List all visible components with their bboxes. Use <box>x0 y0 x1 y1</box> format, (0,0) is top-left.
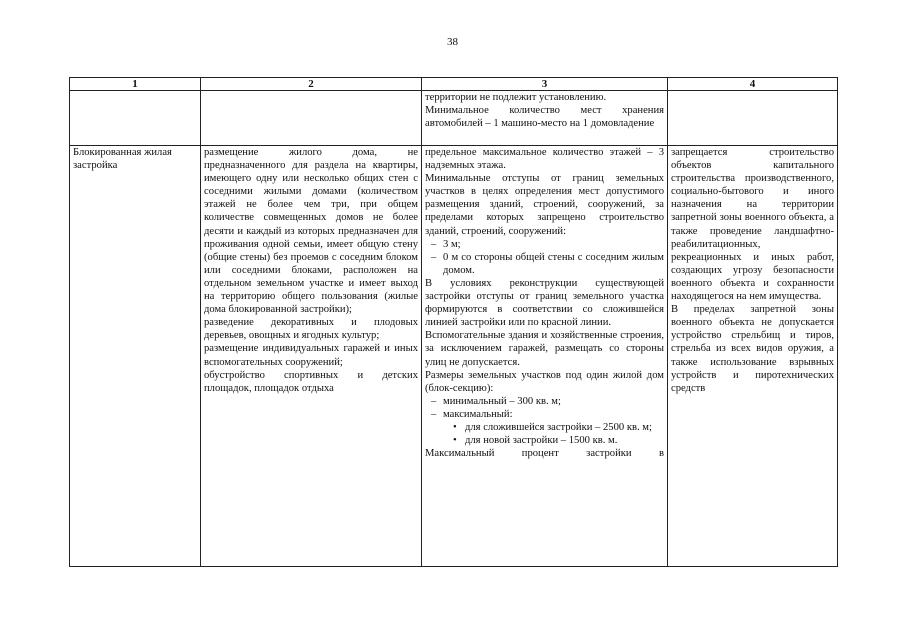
dash-item <box>425 238 664 251</box>
cell-description <box>201 146 422 567</box>
header-col-1: 1 <box>70 78 201 91</box>
text-paragraph: обустройство спортивных и детских площадок, площадок отдыха <box>204 369 418 394</box>
cell-use-type <box>70 146 201 567</box>
cell-restrictions <box>668 146 838 567</box>
text-paragraph: рекреационных и иных работ, создающих угрозу безопасности военного объекта и сохранности находящегося на нем имущества. <box>671 251 834 303</box>
cell-empty <box>668 91 838 146</box>
bullet-item-text: для новой застройки – 1500 кв. м. <box>465 435 618 447</box>
zoning-table <box>69 77 838 567</box>
header-row <box>70 78 838 91</box>
dash-item-text: 0 м со стороны общей стены с соседним жилым домом. <box>443 251 664 276</box>
text-paragraph: предельное максимальное количество этажей – 3 надземных этажа. <box>425 147 664 172</box>
dash-item-text: 3 м; <box>443 238 461 250</box>
text-paragraph: В условиях реконструкции существующей застройки отступы от границ земельного участка формируются в соответствии со сложившейся линией застройки или по красной линии. <box>425 277 664 329</box>
cell-params <box>422 91 668 146</box>
text-paragraph: размещение индивидуальных гаражей и иных вспомогательных сооружений; <box>204 343 418 368</box>
bullet-item <box>425 434 664 447</box>
text-paragraph: Минимальные отступы от границ земельных участков в целях определения мест допустимого размещения зданий, строений, сооружений, за пределами которых запрещено строительство зданий, строений, сооружений: <box>425 173 664 237</box>
cell-empty <box>70 91 201 146</box>
cell-empty <box>201 91 422 146</box>
text-paragraph: запрещается строительство объектов капитального строительства производственного, социально-бытового и иного назначения на территории запретной зоны военного объекта, а также проведение ландшафтно-реабилитационных, <box>671 147 834 250</box>
table-row-blocked-housing <box>70 146 838 567</box>
cell-params <box>422 146 668 567</box>
header-col-2: 2 <box>201 78 422 91</box>
dash-item-text: максимальный: <box>443 408 513 420</box>
text-paragraph: размещение жилого дома, не предназначенного для раздела на квартиры, имеющего одну или несколько общих стен с соседними жилыми домами (количеством этажей не более чем три, при общем количестве совмещенных домов не более десяти и каждый из которых предназначен для проживания одной семьи, имеет общую стену (общие стены) без проемов с соседним блоком или соседними блоками, расположен на отдельном земельном участке и имеет выход на территорию общего пользования (жилые дома блокированной застройки); <box>204 147 418 316</box>
header-col-4: 4 <box>668 78 838 91</box>
dash-item <box>425 251 664 277</box>
text-paragraph: В пределах запретной зоны военного объекта не допускается устройство стрельбищ и тиров, стрельба из всех видов оружия, а также использование взрывных устройств и пиротехнических средств <box>671 304 834 394</box>
text-paragraph: Максимальный процент застройки в <box>425 448 664 460</box>
text-paragraph: разведение декоративных и плодовых деревьев, овощных и ягодных культур; <box>204 317 418 342</box>
text-paragraph: Вспомогательные здания и хозяйственные строения, за исключением гаражей, размещать со стороны улиц не допускается. <box>425 330 664 368</box>
dash-item-text: минимальный – 300 кв. м; <box>443 395 561 407</box>
bullet-item <box>425 421 664 434</box>
table-row-continuation <box>70 91 838 146</box>
bullet-item-text: для сложившейся застройки – 2500 кв. м; <box>465 421 652 433</box>
dash-item <box>425 395 664 408</box>
text-paragraph: Минимальное количество мест хранения автомобилей – 1 машино-место на 1 домовладение <box>425 105 664 130</box>
text-paragraph: Размеры земельных участков под один жилой дом (блок-секцию): <box>425 369 664 394</box>
use-type-name: Блокированная жилая застройка <box>73 147 172 172</box>
page-number: 38 <box>447 36 458 48</box>
dash-item <box>425 408 664 421</box>
text-paragraph: территории не подлежит установлению. <box>425 92 607 103</box>
header-col-3: 3 <box>422 78 668 91</box>
